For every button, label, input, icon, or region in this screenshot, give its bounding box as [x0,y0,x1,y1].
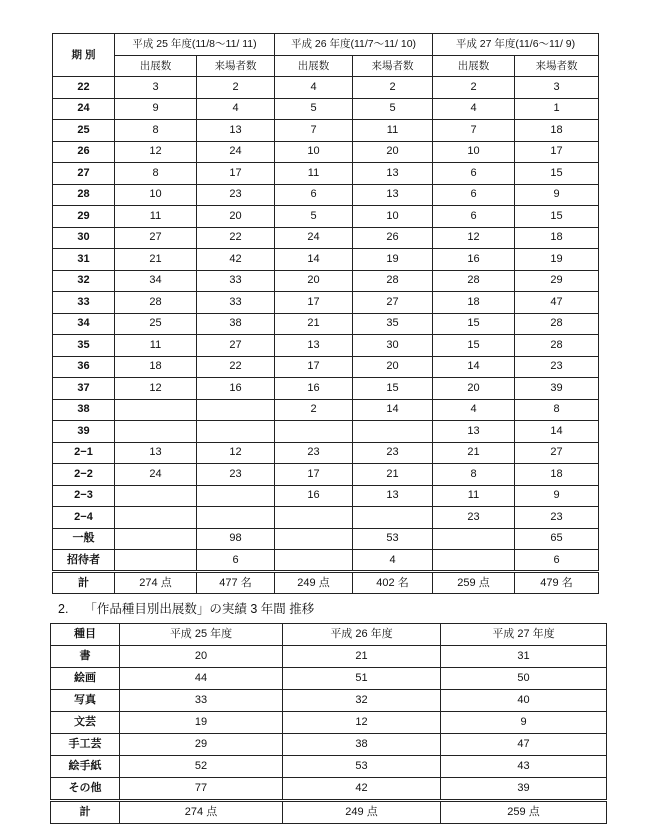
table-cell: 98 [197,528,275,550]
table-cell: 17 [515,141,599,163]
table-row [53,421,599,443]
table-cell: 38 [197,313,275,335]
table-cell: 259 点 [433,572,515,594]
row-label: 計 [51,801,120,824]
total-row [53,572,599,594]
table-cell: 29 [515,270,599,292]
table-cell: 22 [197,227,275,249]
table-cell: 13 [353,184,433,206]
row-label: 35 [53,335,115,357]
row-label: 38 [53,399,115,421]
table-cell: 18 [433,292,515,314]
table-row [51,712,607,734]
table-cell: 23 [515,507,599,529]
table-cell: 26 [353,227,433,249]
table-cell: 10 [115,184,197,206]
table-cell: 274 点 [115,572,197,594]
table-cell: 27 [115,227,197,249]
table-cell: 30 [353,335,433,357]
table-cell: 53 [283,756,441,778]
exhibits-by-category-table [50,623,607,824]
table-row [53,485,599,507]
table-cell: 39 [441,778,607,801]
table-cell: 9 [515,485,599,507]
table-cell: 12 [197,442,275,464]
table-cell: 11 [275,163,353,185]
table-cell: 29 [120,734,283,756]
table-cell: 31 [441,646,607,668]
table-cell [197,421,275,443]
table-row [53,507,599,529]
table-cell [115,550,197,572]
table-row [51,668,607,690]
row-label: 25 [53,120,115,142]
table-cell: 33 [120,690,283,712]
table-cell: 402 名 [353,572,433,594]
row-label: 招待者 [53,550,115,572]
table-cell: 7 [275,120,353,142]
table-cell [433,528,515,550]
table-cell: 17 [275,292,353,314]
table-cell: 21 [353,464,433,486]
table-cell [275,507,353,529]
table-cell [433,550,515,572]
table-cell: 19 [353,249,433,271]
table-cell: 6 [433,184,515,206]
table-row [51,734,607,756]
period-header: 期 別 [53,34,115,77]
year-header: 平成 26 年度 [283,624,441,646]
year-header: 平成 25 年度 [120,624,283,646]
table-cell: 4 [433,399,515,421]
table-cell: 13 [275,335,353,357]
table-cell: 40 [441,690,607,712]
row-label: 24 [53,98,115,120]
table-cell: 6 [275,184,353,206]
table-cell: 3 [115,77,197,99]
visitors-header: 来場者数 [353,55,433,77]
table-cell: 8 [115,120,197,142]
exhibits-header: 出展数 [115,55,197,77]
table-cell: 479 名 [515,572,599,594]
table-cell: 259 点 [441,801,607,824]
table-row [51,756,607,778]
table-row [53,356,599,378]
table-cell: 20 [197,206,275,228]
table-cell: 38 [283,734,441,756]
table-cell: 19 [515,249,599,271]
row-label: 30 [53,227,115,249]
table-cell: 2 [197,77,275,99]
table-cell: 17 [275,356,353,378]
table-cell: 12 [433,227,515,249]
table-cell: 4 [433,98,515,120]
table-cell [115,528,197,550]
year-header: 平成 26 年度(11/7～11/ 10) [275,34,433,56]
table-cell: 5 [275,98,353,120]
table-cell [275,421,353,443]
table-row [53,206,599,228]
table-cell: 6 [197,550,275,572]
table-cell: 15 [515,206,599,228]
table-cell: 28 [115,292,197,314]
row-label: 22 [53,77,115,99]
table-cell: 4 [197,98,275,120]
table-cell [275,550,353,572]
table-row [53,335,599,357]
table-cell: 77 [120,778,283,801]
year-header: 平成 27 年度 [441,624,607,646]
table-cell: 12 [283,712,441,734]
category-header: 種目 [51,624,120,646]
table-cell: 18 [115,356,197,378]
table-cell: 17 [275,464,353,486]
row-label: 34 [53,313,115,335]
table-cell: 1 [515,98,599,120]
table-cell [115,421,197,443]
exhibition-by-period-table [52,33,599,594]
table-cell: 11 [433,485,515,507]
table-cell: 12 [115,378,197,400]
row-label: 36 [53,356,115,378]
table-cell: 18 [515,120,599,142]
table-cell: 16 [433,249,515,271]
table-cell: 42 [283,778,441,801]
table-cell: 15 [433,335,515,357]
table-cell: 10 [433,141,515,163]
row-label: 29 [53,206,115,228]
row-label: 2−4 [53,507,115,529]
table-cell: 5 [353,98,433,120]
table-cell: 12 [115,141,197,163]
table-cell: 15 [515,163,599,185]
table-row [53,464,599,486]
table-cell: 20 [433,378,515,400]
table-row [53,77,599,99]
table-cell: 7 [433,120,515,142]
table-cell: 28 [515,313,599,335]
table-cell: 24 [197,141,275,163]
table-cell: 28 [433,270,515,292]
table-cell: 21 [433,442,515,464]
table-cell: 9 [515,184,599,206]
row-label: 一般 [53,528,115,550]
table-cell: 13 [115,442,197,464]
table-cell: 5 [275,206,353,228]
row-label: 39 [53,421,115,443]
row-label: 27 [53,163,115,185]
table-cell: 6 [433,206,515,228]
table-cell: 13 [433,421,515,443]
visitors-header: 来場者数 [515,55,599,77]
table-row [53,270,599,292]
table-cell: 17 [197,163,275,185]
row-label: 2−1 [53,442,115,464]
table-cell: 14 [275,249,353,271]
table-cell: 21 [115,249,197,271]
table-cell: 2 [353,77,433,99]
row-label: 手工芸 [51,734,120,756]
table-cell: 4 [353,550,433,572]
table-cell [197,507,275,529]
row-label: 37 [53,378,115,400]
table-cell: 10 [353,206,433,228]
table-cell [197,485,275,507]
table-cell: 25 [115,313,197,335]
table-cell: 8 [115,163,197,185]
table-cell: 249 点 [275,572,353,594]
table-row [53,442,599,464]
table-cell [353,421,433,443]
table-cell: 21 [275,313,353,335]
total-row [51,801,607,824]
table-cell: 6 [433,163,515,185]
table-cell: 13 [353,163,433,185]
table-cell: 50 [441,668,607,690]
row-label: 文芸 [51,712,120,734]
table-cell: 43 [441,756,607,778]
row-label: 書 [51,646,120,668]
table-cell: 28 [353,270,433,292]
table-cell: 10 [275,141,353,163]
table-cell: 27 [353,292,433,314]
table-row [53,528,599,550]
table-cell: 14 [433,356,515,378]
table-cell [115,485,197,507]
section-2-title: 2. 「作品種目別出展数」の実績 3 年間 推移 [58,602,315,616]
table-cell: 19 [120,712,283,734]
table-row [53,313,599,335]
table-cell: 16 [275,485,353,507]
row-label: 2−2 [53,464,115,486]
table-cell: 65 [515,528,599,550]
table-cell: 47 [515,292,599,314]
table-cell: 8 [515,399,599,421]
table-cell [353,507,433,529]
table-cell: 9 [115,98,197,120]
table-cell: 477 名 [197,572,275,594]
row-label: 32 [53,270,115,292]
table-row [53,249,599,271]
table-cell: 23 [433,507,515,529]
table-cell: 23 [275,442,353,464]
table-cell: 14 [353,399,433,421]
table-cell: 42 [197,249,275,271]
table-cell: 13 [197,120,275,142]
exhibits-header: 出展数 [275,55,353,77]
table-cell: 16 [275,378,353,400]
table-row [53,163,599,185]
table-cell: 53 [353,528,433,550]
table-cell: 21 [283,646,441,668]
table-cell: 15 [353,378,433,400]
table-row [53,292,599,314]
table-row [53,227,599,249]
table-row [53,399,599,421]
row-label: 絵画 [51,668,120,690]
table-cell: 23 [197,464,275,486]
table-cell: 24 [115,464,197,486]
row-label: 計 [53,572,115,594]
table-row [53,378,599,400]
table-cell: 20 [353,356,433,378]
table-cell: 2 [275,399,353,421]
table-cell: 2 [433,77,515,99]
table-row [51,646,607,668]
year-header: 平成 27 年度(11/6～11/ 9) [433,34,599,56]
table-cell: 13 [353,485,433,507]
table-cell: 274 点 [120,801,283,824]
table-cell: 44 [120,668,283,690]
table-cell: 16 [197,378,275,400]
table-cell: 27 [515,442,599,464]
table-cell: 27 [197,335,275,357]
table-cell: 18 [515,464,599,486]
row-label: その他 [51,778,120,801]
table-cell: 8 [433,464,515,486]
table-row [51,690,607,712]
table-cell: 23 [197,184,275,206]
table-cell: 22 [197,356,275,378]
table-cell: 52 [120,756,283,778]
table-row [51,778,607,801]
table-cell: 33 [197,270,275,292]
table-cell: 20 [120,646,283,668]
table-cell [197,399,275,421]
exhibits-header: 出展数 [433,55,515,77]
table-cell: 6 [515,550,599,572]
table-row [53,141,599,163]
table-row [53,120,599,142]
table-cell: 24 [275,227,353,249]
table-row [53,550,599,572]
row-label: 31 [53,249,115,271]
row-label: 写真 [51,690,120,712]
table-cell: 32 [283,690,441,712]
row-label: 33 [53,292,115,314]
table-cell [115,507,197,529]
table-cell: 39 [515,378,599,400]
table-row [53,98,599,120]
row-label: 2−3 [53,485,115,507]
table-cell: 11 [115,335,197,357]
table-cell: 35 [353,313,433,335]
table-row [53,184,599,206]
table-cell: 33 [197,292,275,314]
table-cell: 34 [115,270,197,292]
row-label: 絵手紙 [51,756,120,778]
table-cell: 18 [515,227,599,249]
table-cell: 4 [275,77,353,99]
table-cell: 11 [353,120,433,142]
table-cell: 15 [433,313,515,335]
table-cell: 28 [515,335,599,357]
table-cell: 51 [283,668,441,690]
visitors-header: 来場者数 [197,55,275,77]
year-header: 平成 25 年度(11/8～11/ 11) [115,34,275,56]
row-label: 28 [53,184,115,206]
table-cell: 20 [275,270,353,292]
table-cell: 23 [515,356,599,378]
table-cell: 249 点 [283,801,441,824]
table-cell: 14 [515,421,599,443]
table-cell [275,528,353,550]
table-cell: 47 [441,734,607,756]
table-cell: 9 [441,712,607,734]
row-label: 26 [53,141,115,163]
table-cell: 20 [353,141,433,163]
table-cell: 3 [515,77,599,99]
table-cell [115,399,197,421]
table-cell: 11 [115,206,197,228]
table-cell: 23 [353,442,433,464]
